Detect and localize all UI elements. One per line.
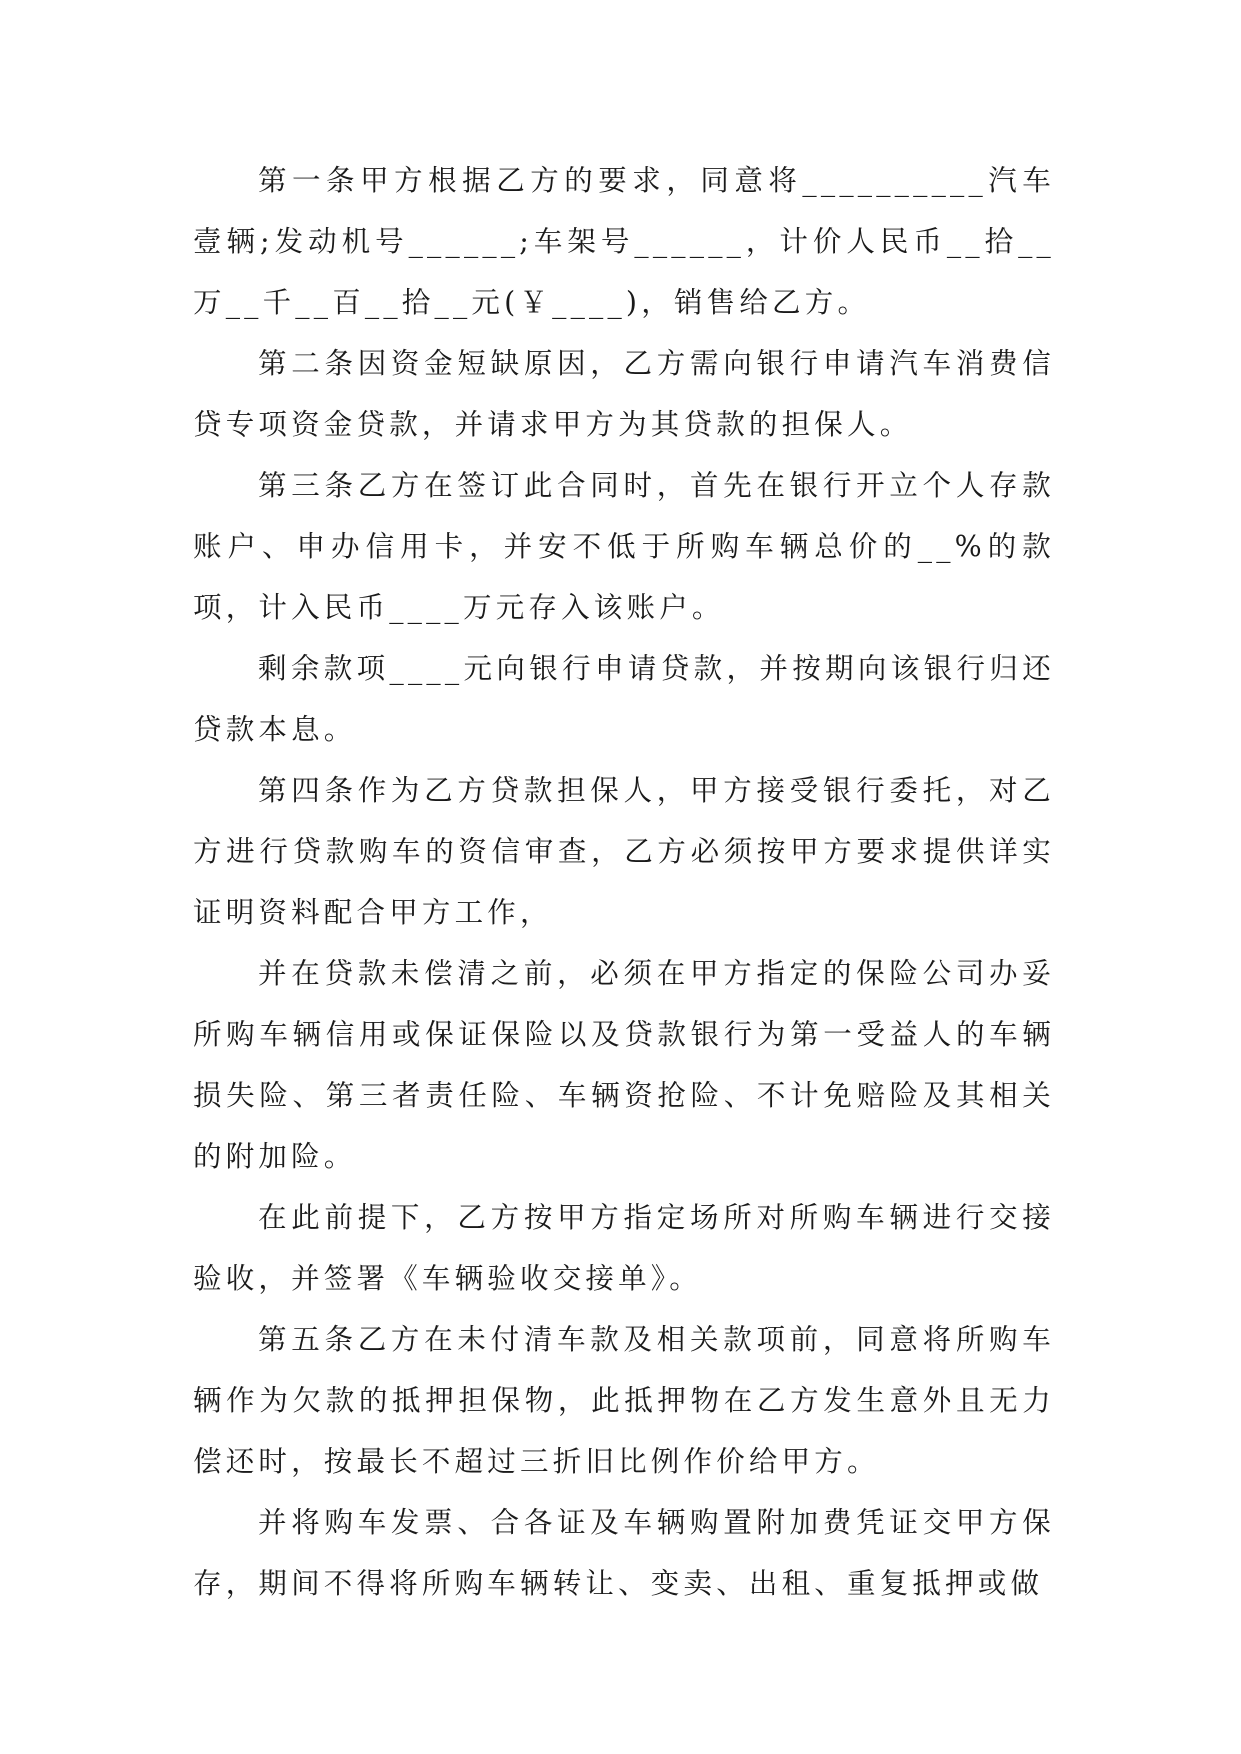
paragraph-article-5: 第五条乙方在未付清车款及相关款项前，同意将所购车辆作为欠款的抵押担保物，此抵押物在乙方发生意外且无力偿还时，按最长不超过三折旧比例作价给甲方。 [193,1323,1055,1478]
paragraph-article-2: 第二条因资金短缺原因，乙方需向银行申请汽车消费信贷专项资金贷款，并请求甲方为其贷款的担保人。 [193,347,1055,441]
paragraph-article-4: 第四条作为乙方贷款担保人，甲方接受银行委托，对乙方进行贷款购车的资信审查，乙方必须按甲方要求提供详实证明资料配合甲方工作， [193,774,1055,929]
paragraph-article-3: 第三条乙方在签订此合同时，首先在银行开立个人存款账户、申办信用卡，并安不低于所购车辆总价的__%的款项，计入民币____万元存入该账户。 [193,469,1055,624]
paragraph-remaining-loan: 剩余款项____元向银行申请贷款，并按期向该银行归还贷款本息。 [193,652,1055,746]
paragraph-documents: 并将购车发票、合各证及车辆购置附加费凭证交甲方保存，期间不得将所购车辆转让、变卖、出租、重复抵押或做 [193,1506,1055,1600]
paragraph-article-1: 第一条甲方根据乙方的要求，同意将__________汽车壹辆;发动机号______;车架号______，计价人民币__拾__万__千__百__拾__元(￥____)，销售给乙方。 [193,164,1055,319]
paragraph-insurance: 并在贷款未偿清之前，必须在甲方指定的保险公司办妥所购车辆信用或保证保险以及贷款银行为第一受益人的车辆损失险、第三者责任险、车辆资抢险、不计免赔险及其相关的附加险。 [193,957,1055,1173]
paragraph-handover: 在此前提下，乙方按甲方指定场所对所购车辆进行交接验收，并签署《车辆验收交接单》。 [193,1201,1055,1295]
contract-page [193,150,1055,1614]
